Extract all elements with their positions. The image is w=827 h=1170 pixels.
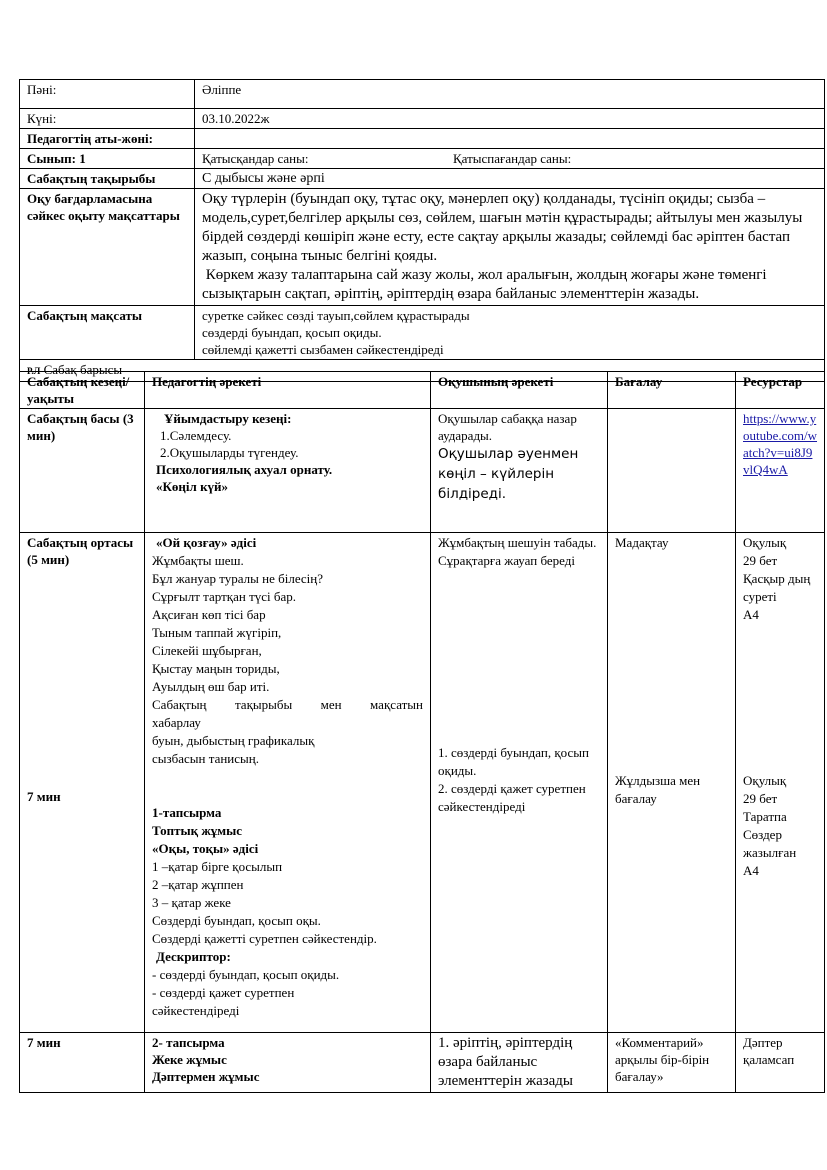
attendance-cell	[195, 149, 825, 169]
col-header-teacher: Педагогтің әрекеті	[145, 372, 431, 409]
task-line: Сөздерді қажетті суретпен сәйкестендір.	[152, 931, 377, 946]
method-title: «Ой қозғау» әдісі	[156, 535, 257, 550]
stage-end: 7 мин	[20, 1033, 145, 1093]
descriptor-line: - сөздерді қажет суретпен сәйкестендіреді	[152, 985, 295, 1018]
stage-middle-label: Сабақтың ортасы (5 мин)	[27, 535, 134, 567]
student-text: Сұрақтарға жауап береді	[438, 553, 575, 568]
resource-line: Оқулық	[743, 535, 787, 550]
org-stage-title: Ұйымдастыру кезеңі:	[164, 411, 292, 426]
student-text: Жұмбақтың шешуін табады.	[438, 535, 597, 550]
resource-start	[736, 409, 825, 533]
assessment-text: Мадақтау	[615, 535, 669, 550]
student-activity-end: 1. әріптің, әріптердің өзара байланыс элементтерін жазады	[431, 1033, 608, 1093]
student-text: 2. сөздерді қажет суретпен сәйкестендіреді	[438, 781, 586, 814]
aim-line: сөздерді буындап, қосып оқиды.	[202, 325, 382, 340]
task-line: 2 –қатар жұппен	[152, 877, 244, 892]
teacher-step: 2.Оқушыларды түгендеу.	[160, 445, 299, 460]
student-activity-start	[431, 409, 608, 533]
stage-middle	[20, 533, 145, 1033]
aim-line: сөйлемді қажетті сызбамен сәйкестендіреді	[202, 342, 444, 357]
resource-line: Қасқыр дың суреті	[743, 571, 811, 604]
assessment-middle	[608, 533, 736, 1033]
topic-label: Сабақтың тақырыбы	[20, 169, 195, 189]
date-label: Күні:	[20, 109, 195, 129]
riddle-line: Ақсиған көп тісі бар	[152, 607, 266, 622]
teacher-step: 1.Сәлемдесу.	[160, 428, 232, 443]
riddle-line: Қыстау маңын ториды,	[152, 661, 280, 676]
assessment-text: Жұлдызша мен бағалау	[615, 773, 701, 806]
col-header-assessment: Бағалау	[608, 372, 736, 409]
topic-announce: Сабақтың тақырыбы мен мақсатын хабарлау	[152, 697, 423, 730]
student-text: 1. сөздерді буындап, қосып оқиды.	[438, 745, 589, 778]
youtube-link[interactable]: https://www.youtube.com/watch?v=ui8J9vlQ4wA	[743, 411, 818, 477]
riddle-line: Жұмбақты шеш.	[152, 553, 244, 568]
task2-line: Жеке жұмыс	[152, 1052, 227, 1067]
col-header-resources: Ресурстар	[736, 372, 825, 409]
riddle-line: Сұрғылт тартқан түсі бар.	[152, 589, 297, 604]
student-activity-middle	[431, 533, 608, 1033]
topic-value: С дыбысы және әрпі	[195, 169, 825, 189]
task-title: «Оқы, тоқы» әдісі	[152, 841, 259, 856]
task-title: Топтық жұмыс	[152, 823, 243, 838]
task2-line: 2- тапсырма	[152, 1035, 225, 1050]
teacher-value	[195, 129, 825, 149]
resource-end: Дәптер қаламсап	[736, 1033, 825, 1093]
resource-line: 29 бет	[743, 791, 778, 806]
resource-line: А4	[743, 607, 759, 622]
absent-label: Қатыспағандар саны:	[453, 151, 572, 166]
resource-line: Сөздер жазылған	[743, 827, 797, 860]
col-header-stage: Сабақтың кезеңі/уақыты	[20, 372, 145, 409]
resource-line: Таратпа	[743, 809, 787, 824]
resource-line: Оқулық	[743, 773, 787, 788]
student-text: Оқушылар әуенмен көңіл – күйлерін білдіреді.	[438, 446, 579, 502]
subject-label: Пәні:	[20, 80, 195, 109]
riddle-line: Ауылдың өш бар иті.	[152, 679, 270, 694]
descriptor-line: - сөздерді буындап, қосып оқиды.	[152, 967, 340, 982]
task2-line: Дәптермен жұмыс	[152, 1069, 260, 1084]
task-line: Сөздерді буындап, қосып оқы.	[152, 913, 321, 928]
task-title: 1-тапсырма	[152, 805, 222, 820]
goals-paragraph-2: Көркем жазу талаптарына сай жазу жолы, жол аралығын, жолдың жоғары және төменгі сызықтарын сақтап, әріптің, әріптердің өзара байланыс элементтерін жазады.	[202, 267, 771, 302]
progress-title: Сабақ барысы	[43, 362, 123, 377]
resource-line: А4	[743, 863, 759, 878]
present-label: Қатысқандар саны:	[202, 151, 309, 166]
assessment-start	[608, 409, 736, 533]
date-value: 03.10.2022ж	[195, 109, 825, 129]
aim-text	[195, 306, 825, 360]
lesson-header-table	[19, 79, 825, 382]
goals-paragraph-1: Оқу түрлерін (буындап оқу, тұтас оқу, мәнерлеп оқу) қолданады, түсініп оқиды; сызба – модель,сурет,белгілер арқылы сөз, сөйлем, шағын мәтін құрастырады; айтылуы мен жазылуы бірдей сөздерді көшіріп және есту, есте сақтау арқылы жазады; сөйлемді бас әріптен бастап жазып, соңына тыныс белгіні қояды.	[202, 191, 803, 264]
class-label: Сынып: 1	[20, 149, 195, 169]
mood-title: «Көңіл күй»	[156, 479, 229, 494]
teacher-activity-middle	[145, 533, 431, 1033]
progress-prefix: Р.Л	[27, 366, 41, 376]
teacher-activity-end	[145, 1033, 431, 1093]
topic-announce-2: буын, дыбыстың графикалық сызбасын танисың.	[152, 733, 315, 766]
riddle-line: Сілекейі шұбырған,	[152, 643, 262, 658]
descriptor-title: Дескриптор:	[156, 949, 231, 964]
aim-line: суретке сәйкес сөзді тауып,сөйлем құрастырады	[202, 308, 470, 323]
subject-value: Әліппе	[195, 80, 825, 109]
teacher-activity-start	[145, 409, 431, 533]
stage-start: Сабақтың басы (3 мин)	[20, 409, 145, 533]
aim-label: Сабақтың мақсаты	[20, 306, 195, 360]
lesson-process-table	[19, 371, 825, 1093]
goals-label: Оқу бағдарламасына сәйкес оқыту мақсаттары	[20, 189, 195, 306]
stage-middle-time: 7 мин	[27, 789, 61, 804]
resource-line: 29 бет	[743, 553, 778, 568]
riddle-line: Тыным таппай жүгіріп,	[152, 625, 282, 640]
task-line: 3 – қатар жеке	[152, 895, 231, 910]
assessment-end: «Комментарий» арқылы бір-бірін бағалау»	[608, 1033, 736, 1093]
col-header-student: Оқушының әрекеті	[431, 372, 608, 409]
riddle-line: Бұл жануар туралы не білесің?	[152, 571, 324, 586]
teacher-label: Педагогтің аты-жөні:	[20, 129, 195, 149]
goals-text	[195, 189, 825, 306]
student-text: Оқушылар сабаққа назар аударады.	[438, 411, 577, 443]
resource-middle	[736, 533, 825, 1033]
task-line: 1 –қатар бірге қосылып	[152, 859, 283, 874]
psych-title: Психологиялық ахуал орнату.	[156, 462, 333, 477]
